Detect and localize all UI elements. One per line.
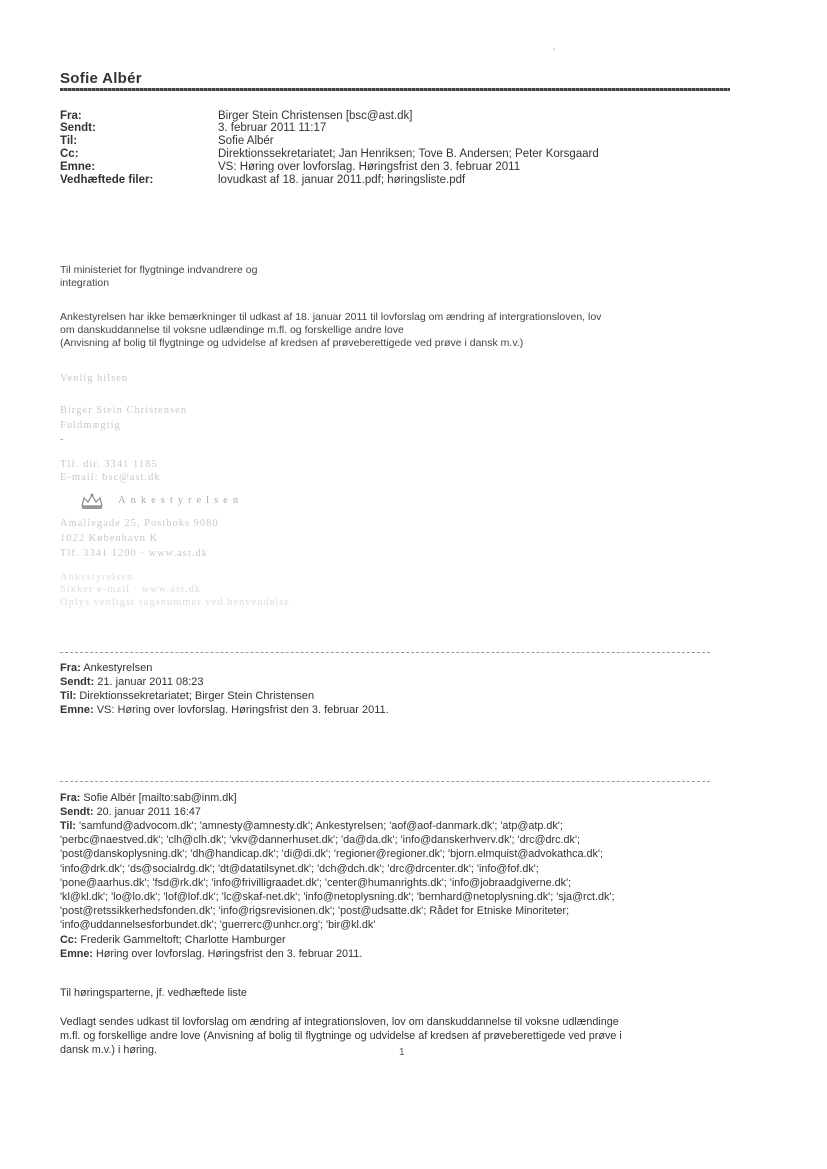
crown-logo-icon <box>78 492 106 512</box>
fwd1-subject-label: Emne: <box>60 704 94 716</box>
signature-dash: - <box>60 434 65 445</box>
signature-phone: Tlf. dir. 3341 1185 <box>60 459 158 470</box>
signature-extra-3: Oplys venligst sagsnummer ved henvendelse <box>60 597 290 608</box>
subject-value: VS: Høring over lovforslag. Høringsfrist den 3. februar 2011 <box>218 161 521 173</box>
greeting-line-1: Til ministeriet for flygtninge indvandrere og <box>60 264 258 276</box>
fwd2-to-line-8: 'info@uddannelsesforbundet.dk'; 'guerrerc@unhcr.org'; 'bir@kl.dk' <box>60 919 376 932</box>
signature-email: E-mail: bsc@ast.dk <box>60 472 161 483</box>
page-number: 1 <box>399 1047 405 1058</box>
fwd2-from-label: Fra: <box>60 792 81 804</box>
fwd2-body-line-3: dansk m.v.) i høring. <box>60 1044 157 1057</box>
fwd2-to-line-4: 'info@drk.dk'; 'ds@socialrdg.dk'; 'dt@datatilsynet.dk'; 'dch@dch.dk'; 'drc@drcenter.dk'; 'info@fof.dk'; <box>60 862 539 875</box>
paragraph-line-3: (Anvisning af bolig til flygtninge og udvidelse af kredsen af prøveberettigede ved prøve i dansk m.v.) <box>60 337 524 349</box>
to-value: Sofie Albér <box>218 135 274 147</box>
fwd2-cc: Frederik Gammeltoft; Charlotte Hamburger <box>80 933 286 946</box>
fwd2-from: Sofie Albér [mailto:sab@inm.dk] <box>83 792 237 804</box>
from-label: Fra: <box>60 110 82 122</box>
paragraph-line-1: Ankestyrelsen har ikke bemærkninger til udkast af 18. januar 2011 til lovforslag om ændring af intergrationsloven, lov <box>60 311 602 323</box>
fwd2-to-line-3: 'post@danskoplysning.dk'; 'dh@handicap.dk'; 'di@di.dk'; 'regioner@regioner.dk'; 'bjorn.elmquist@advokathca.dk'; <box>60 848 603 861</box>
fwd1-to: Direktionssekretariatet; Birger Stein Christensen <box>79 690 315 702</box>
fwd1-sent: 21. januar 2011 08:23 <box>97 676 204 688</box>
fwd1-from: Ankestyrelsen <box>83 662 153 674</box>
cc-value: Direktionssekretariatet; Jan Henriksen; Tove B. Andersen; Peter Korsgaard <box>218 148 599 160</box>
fwd1-subject: VS: Høring over lovforslag. Høringsfrist den 3. februar 2011. <box>96 704 389 716</box>
fwd2-to-line-7: 'post@retssikkerhedsfonden.dk'; 'info@rigsrevisionen.dk'; 'post@udsatte.dk'; Rådet for Etniske Minoriteter; <box>60 905 570 918</box>
fwd2-to-label: Til: <box>60 820 76 832</box>
signature-address-2: 1022 København K <box>60 533 159 544</box>
greeting-line-2: integration <box>60 277 110 289</box>
fwd2-subject: Høring over lovforslag. Høringsfrist den 3. februar 2011. <box>96 947 363 960</box>
to-label: Til: <box>60 135 78 147</box>
signature-extra-1: Ankestyrelsen <box>60 572 134 583</box>
fwd2-to-line-1: 'samfund@advocom.dk'; 'amnesty@amnesty.dk'; Ankestyrelsen; 'aof@aof-danmark.dk'; 'atp@atp.dk'; <box>79 820 563 832</box>
subject-label: Emne: <box>60 161 96 173</box>
signature-title: Fuldmægtig <box>60 420 121 431</box>
forward-divider-2 <box>60 781 710 782</box>
fwd2-sent: 20. januar 2011 16:47 <box>96 806 201 818</box>
sender-divider <box>60 88 730 91</box>
fwd1-to-label: Til: <box>60 690 77 702</box>
fwd2-body-line-2: m.fl. og forskellige andre love (Anvisning af bolig til flygtninge og udvidelse af kredsen af prøveberettigede ved prøve i <box>60 1030 622 1043</box>
signature-address-3: Tlf. 3341 1200 · www.ast.dk <box>60 548 208 559</box>
fwd2-to-line-5: 'pone@aarhus.dk'; 'fsd@rk.dk'; 'info@frivilligraadet.dk'; 'center@humanrights.dk'; 'info@jobraadgiverne.dk'; <box>60 876 572 889</box>
sent-value: 3. februar 2011 11:17 <box>218 122 327 134</box>
from-value: Birger Stein Christensen [bsc@ast.dk] <box>218 110 413 122</box>
fwd2-subject-label: Emne: <box>60 947 93 960</box>
fwd2-to-line-2: 'perbc@naestved.dk'; 'clh@clh.dk'; 'vkv@dannerhuset.dk'; 'da@da.dk'; 'info@danskerhverv.dk'; 'drc@drc.dk'; <box>60 834 581 847</box>
signature-name: Birger Stein Christensen <box>60 405 188 416</box>
forward-divider-1 <box>60 652 710 653</box>
signature-address-1: Amaliegade 25, Postboks 9080 <box>60 518 219 529</box>
fwd2-sent-label: Sendt: <box>60 806 94 818</box>
fwd2-recipients <box>60 819 720 961</box>
sent-label: Sendt: <box>60 122 96 134</box>
fwd2-greeting: Til høringsparterne, jf. vedhæftede liste <box>60 987 247 999</box>
fwd2-body-line-1: Vedlagt sendes udkast til lovforslag om ændring af integrationsloven, lov om danskuddannelse til voksne udlændinge <box>60 1016 619 1028</box>
signature-extra-2: Sikker e-mail · www.ast.dk <box>60 584 202 595</box>
sender-name: Sofie Albér <box>60 70 142 87</box>
fwd2-body <box>60 1015 720 1058</box>
speck <box>553 48 555 50</box>
paragraph-line-2: om danskuddannelse til voksne udlændinge m.fl. og forskellige andre love <box>60 324 404 336</box>
fwd2-cc-label: Cc: <box>60 933 78 946</box>
fwd2-to-line-6: 'kl@kl.dk'; 'lo@lo.dk'; 'lof@lof.dk'; 'lc@skaf-net.dk'; 'info@netoplysning.dk'; 'bernhard@netoplysning.dk'; 'sja@rct.dk'; <box>60 891 615 904</box>
cc-label: Cc: <box>60 148 79 160</box>
attachments-label: Vedhæftede filer: <box>60 174 154 186</box>
attachments-value: lovudkast af 18. januar 2011.pdf; høringsliste.pdf <box>218 174 466 186</box>
fwd1-from-label: Fra: <box>60 662 81 674</box>
signature-org: Ankestyrelsen <box>118 495 244 506</box>
fwd1-sent-label: Sendt: <box>60 676 95 688</box>
signature-closing: Venlig hilsen <box>60 373 129 384</box>
